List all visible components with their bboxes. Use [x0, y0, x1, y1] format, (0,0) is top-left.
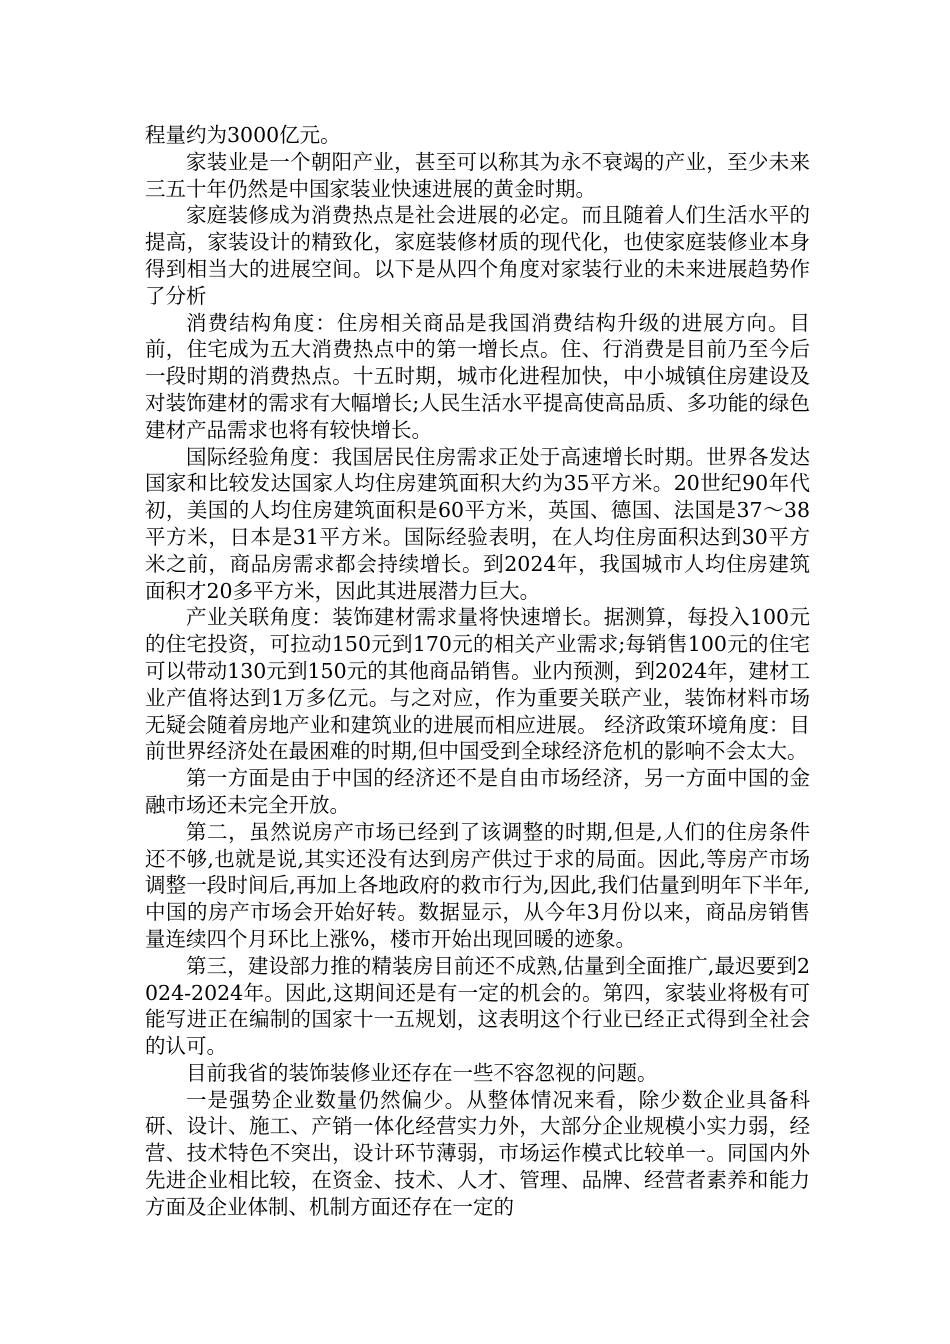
paragraph-9: 第三，建设部力推的精装房目前还不成熟,估量到全面推广,最迟要到2024-2024年。因此,这期间还是有一定的机会的。第四，家装业将极有可能写进正在编制的国家十一五规划，这表明这个行业已经正式得到全社会的认可。 [145, 953, 810, 1059]
paragraph-11: 一是强势企业数量仍然偏少。从整体情况来看，除少数企业具备科研、设计、施工、产销一体化经营实力外，大部分企业规模小实力弱，经营、技术特色不突出，设计环节薄弱，市场运作模式比较单一。同国内外先进企业相比较，在资金、技术、人才、管理、品牌、经营者素养和能力方面及企业体制、机制方面还存在一定的 [145, 1087, 810, 1219]
paragraph-3: 家庭装修成为消费热点是社会进展的必定。而且随着人们生活水平的提高，家装设计的精致化，家庭装修材质的现代化，也使家庭装修业本身得到相当大的进展空间。以下是从四个角度对家装行业的未来进展趋势作了分析 [145, 203, 810, 308]
paragraph-8: 第二，虽然说房产市场已经到了该调整的时期,但是,人们的住房条件还不够,也就是说,其实还没有达到房产供过于求的局面。因此,等房产市场调整一段时间后,再加上各地政府的救市行为,因此,我们估量到明年下半年,中国的房产市场会开始好转。数据显示，从今年3月份以来，商品房销售量连续四个月环比上涨%，楼市开始出现回暖的迹象。 [145, 819, 810, 951]
paragraph-4: 消费结构角度：住房相关商品是我国消费结构升级的进展方向。目前，住宅成为五大消费热点中的第一增长点。住、行消费是目前乃至今后一段时期的消费热点。十五时期，城市化进程加快，中小城镇住房建设及对装饰建材的需求有大幅增长;人民生活水平提高使高品质、多功能的绿色建材产品需求也将有较快增长。 [145, 310, 810, 442]
document-page [145, 122, 810, 1221]
paragraph-7: 第一方面是由于中国的经济还不是自由市场经济，另一方面中国的金融市场还未完全开放。 [145, 766, 810, 817]
paragraph-5: 国际经验角度：我国居民住房需求正处于高速增长时期。世界各发达国家和比较发达国家人均住房建筑面积大约为35平方米。20世纪90年代初，美国的人均住房建筑面积是60平方米，英国、德国、法国是37～38平方米，日本是31平方米。国际经验表明，在人均住房面积达到30平方米之前，商品房需求都会持续增长。到2024年，我国城市人均住房建筑面积才20多平方米，因此其进展潜力巨大。 [145, 444, 810, 603]
paragraph-1: 程量约为3000亿元。 [145, 123, 341, 147]
paragraph-10: 目前我省的装饰装修业还存在一些不容忽视的问题。 [186, 1060, 658, 1085]
paragraph-6: 产业关联角度：装饰建材需求量将快速增长。据测算，每投入100元的住宅投资，可拉动150元到170元的相关产业需求;每销售100元的住宅可以带动130元到150元的其他商品销售。业内预测，到2024年，建材工业产值将达到1万多亿元。与之对应，作为重要关联产业，装饰材料市场无疑会随着房地产业和建筑业的进展而相应进展。 经济政策环境角度：目前世界经济处在最困难的时期,但中国受到全球经济危机的影响不会太大。 [145, 605, 810, 764]
paragraph-2: 家装业是一个朝阳产业，甚至可以称其为永不衰竭的产业，至少未来三五十年仍然是中国家装业快速进展的黄金时期。 [145, 149, 810, 201]
